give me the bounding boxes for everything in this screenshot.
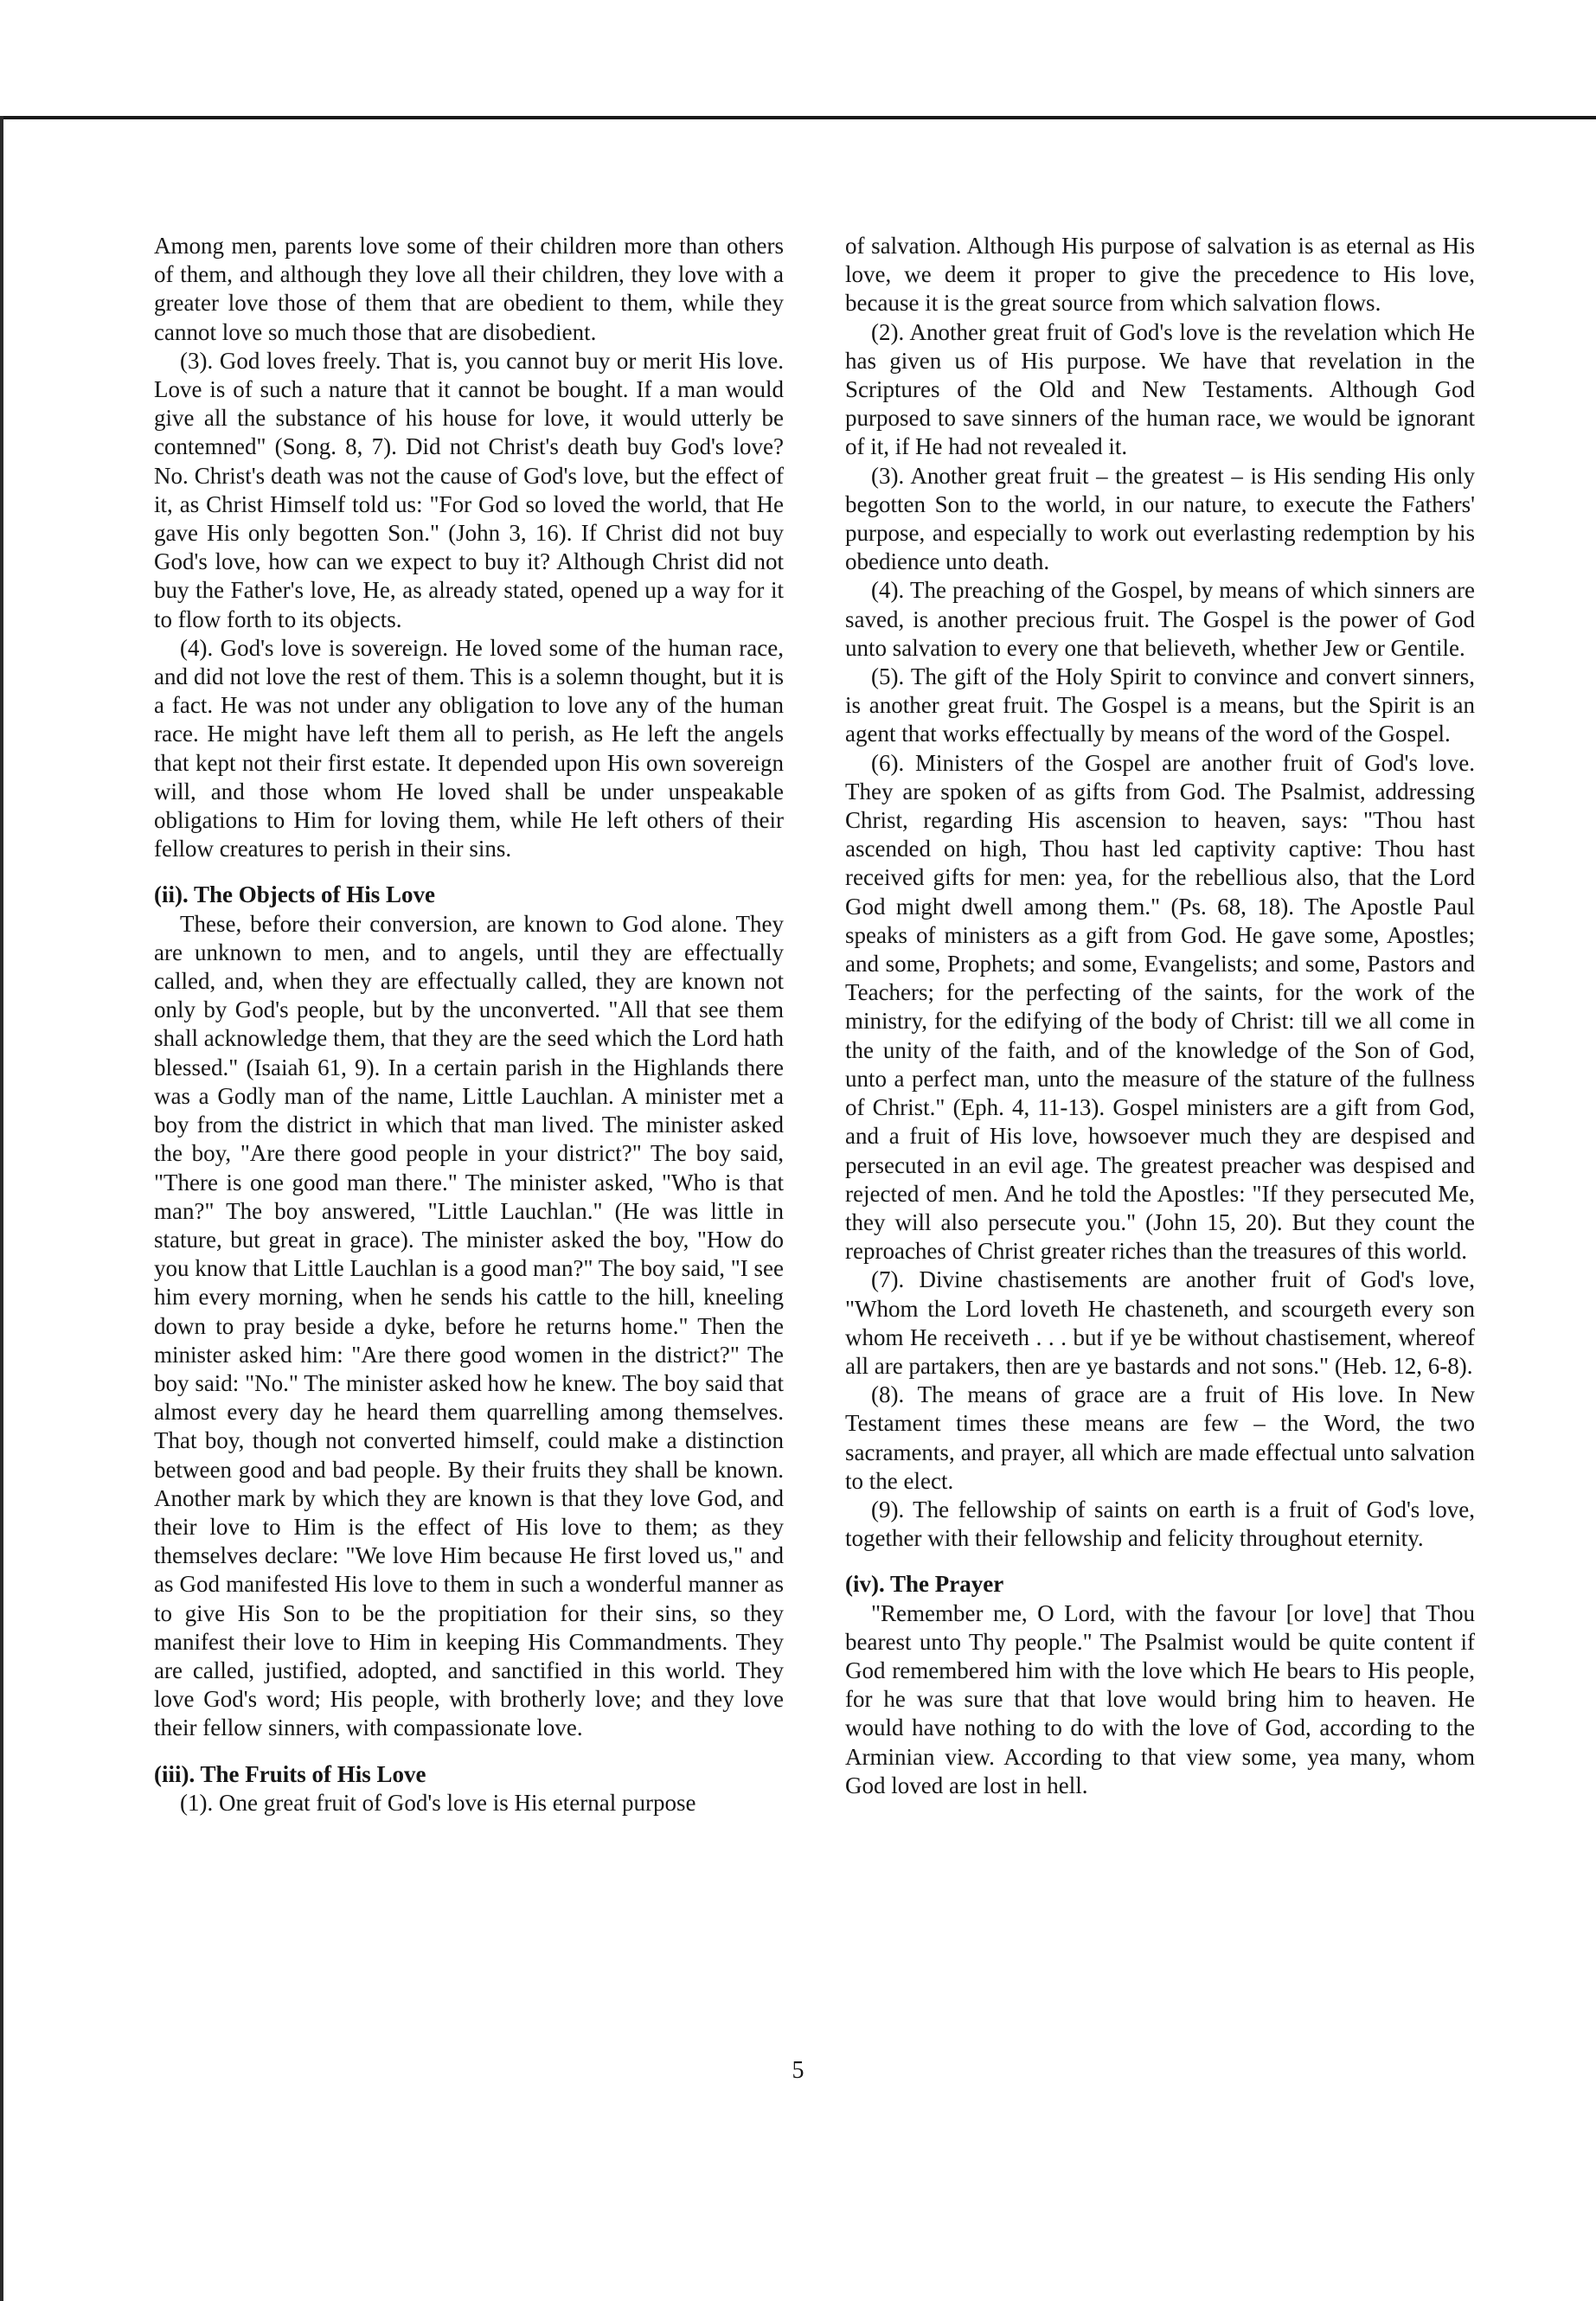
scan-left-border [0, 116, 3, 2301]
paragraph: These, before their conversion, are known to God alone. They are unknown to men, and to angels, until they are effectually called, and, when they are effectually called, they are known not only by God's people, but by the unconverted. "All that see them shall acknowledge them, that they are the seed which the Lord hath blessed." (Isaiah 61, 9). In a certain parish in the Highlands there was a Godly man of the name, Little Lauchlan. A minister met a boy from the district in which that man lived. The minister asked the boy, "Are there good people in your district?" The boy said, "There is one good man there." The minister asked, "Who is that man?" The boy answered, "Little Lauchlan." (He was little in stature, but great in grace). The minister asked the boy, "How do you know that Little Lauchlan is a good man?" The boy said, "I see him every morning, when he sends his cattle to the hill, kneeling down to pray beside a dyke, before he returns home." Then the minister asked him: "Are there good women in the district?" The boy said: "No." The minister asked how he knew. The boy said that almost every day he heard them quarrelling among themselves. That boy, though not converted himself, could make a distinction between good and bad people. By their fruits they shall be known. Another mark by which they are known is that they love God, and their love to Him is the effect of His love to them; as they themselves declare: "We love Him because He first loved us," and as God manifested His love to them in such a wonderful manner as to give His Son to be the propitiation for their sins, so they manifest their love to Him in keeping His Commandments. They are called, justified, adopted, and sanctified in this world. They love God's word; His people, with brotherly love; and they love their fellow sinners, with compassionate love. [154, 910, 784, 1741]
paragraph: (3). Another great fruit – the greatest – is His sending His only begotten Son to the world, in our nature, to execute the Fathers' purpose, and especially to work out everlasting redemption by his obedience unto death. [845, 462, 1475, 575]
paragraph: (9). The fellowship of saints on earth is a fruit of God's love, together with their fellowship and felicity throughout eternity. [845, 1496, 1475, 1552]
left-column [154, 232, 784, 1817]
paragraph: (8). The means of grace are a fruit of His love. In New Testament times these means are few – the Word, the two sacraments, and prayer, all which are made effectual unto salvation to the elect. [845, 1381, 1475, 1494]
paragraph: (7). Divine chastisements are another fruit of God's love, "Whom the Lord loveth He chasteneth, and scourgeth every son whom He receiveth . . . but if ye be without chastisement, whereof all are partakers, then are ye bastards and not sons." (Heb. 12, 6-8). [845, 1266, 1475, 1379]
paragraph: "Remember me, O Lord, with the favour [or love] that Thou bearest unto Thy people." The Psalmist would be quite content if God remembered him with the love which He bears to His people, for he was sure that that love would bring him to heaven. He would have nothing to do with the love of God, according to the Arminian view. According to that view some, yea many, whom God loved are lost in hell. [845, 1599, 1475, 1798]
paragraph: (4). God's love is sovereign. He loved some of the human race, and did not love the rest of them. This is a solemn thought, but it is a fact. He was not under any obligation to love any of the human race. He might have left them all to perish, as He left the angels that kept not their first estate. It depended upon His own sovereign will, and those whom He loved shall be under unspeakable obligations to Him for loving them, while He left others of their fellow creatures to perish in their sins. [154, 634, 784, 862]
scan-top-border [0, 116, 1596, 119]
paragraph: (6). Ministers of the Gospel are another fruit of God's love. They are spoken of as gifts from God. The Psalmist, addressing Christ, regarding His ascension to heaven, says: "Thou hast ascended on high, Thou hast led captivity captive: Thou hast received gifts for men: yea, for the rebellious also, that the Lord God might dwell among them." (Ps. 68, 18). The Apostle Paul speaks of ministers as a gift from God. He gave some, Apostles; and some, Prophets; and some, Evangelists; and some, Pastors and Teachers; for the perfecting of the saints, for the work of the ministry, for the edifying of the body of Christ: till we all come in the unity of the faith, and of the knowledge of the Son of God, unto a perfect man, unto the measure of the stature of the fullness of Christ." (Eph. 4, 11-13). Gospel ministers are a gift from God, and a fruit of His love, howsoever much they are despised and persecuted in an evil age. The greatest preacher was despised and rejected of men. And he told the Apostles: "If they persecuted Me, they will also persecute you." (John 15, 20). But they count the reproaches of Christ greater riches than the treasures of this world. [845, 749, 1475, 1265]
paragraph: Among men, parents love some of their children more than others of them, and although they love all their children, they love with a greater love those of them that are obedient to them, while they cannot love so much those that are disobedient. [154, 233, 784, 345]
paragraph: (5). The gift of the Holy Spirit to convince and convert sinners, is another great fruit. The Gospel is a means, but the Spirit is an agent that works effectually by means of the word of the Gospel. [845, 663, 1475, 747]
section-heading-fruits: (iii). The Fruits of His Love [154, 1760, 426, 1787]
right-column [845, 232, 1475, 1800]
section-heading-objects: (ii). The Objects of His Love [154, 881, 435, 908]
paragraph: of salvation. Although His purpose of salvation is as eternal as His love, we deem it proper to give the precedence to His love, because it is the great source from which salvation flows. [845, 233, 1475, 317]
section-heading-prayer: (iv). The Prayer [845, 1571, 1004, 1598]
paragraph: (3). God loves freely. That is, you cannot buy or merit His love. Love is of such a nature that it cannot be bought. If a man would give all the substance of his house for love, it would utterly be contemned" (Song. 8, 7). Did not Christ's death buy God's love? No. Christ's death was not the cause of God's love, but the effect of it, as Christ Himself told us: "For God so loved the world, that He gave His only begotten Son." (John 3, 16). If Christ did not buy God's love, how can we expect to buy it? Although Christ did not buy the Father's love, He, as already stated, opened up a way for it to flow forth to its objects. [154, 347, 784, 632]
paragraph: (2). Another great fruit of God's love is the revelation which He has given us of His purpose. We have that revelation in the Scriptures of the Old and New Testaments. Although God purposed to save sinners of the human race, we would be ignorant of it, if He had not revealed it. [845, 318, 1475, 460]
paragraph: (1). One great fruit of God's love is His eternal purpose [180, 1789, 696, 1816]
page-number: 5 [792, 2057, 804, 2084]
paragraph: (4). The preaching of the Gospel, by means of which sinners are saved, is another precious fruit. The Gospel is the power of God unto salvation to every one that believeth, whether Jew or Gentile. [845, 577, 1475, 661]
